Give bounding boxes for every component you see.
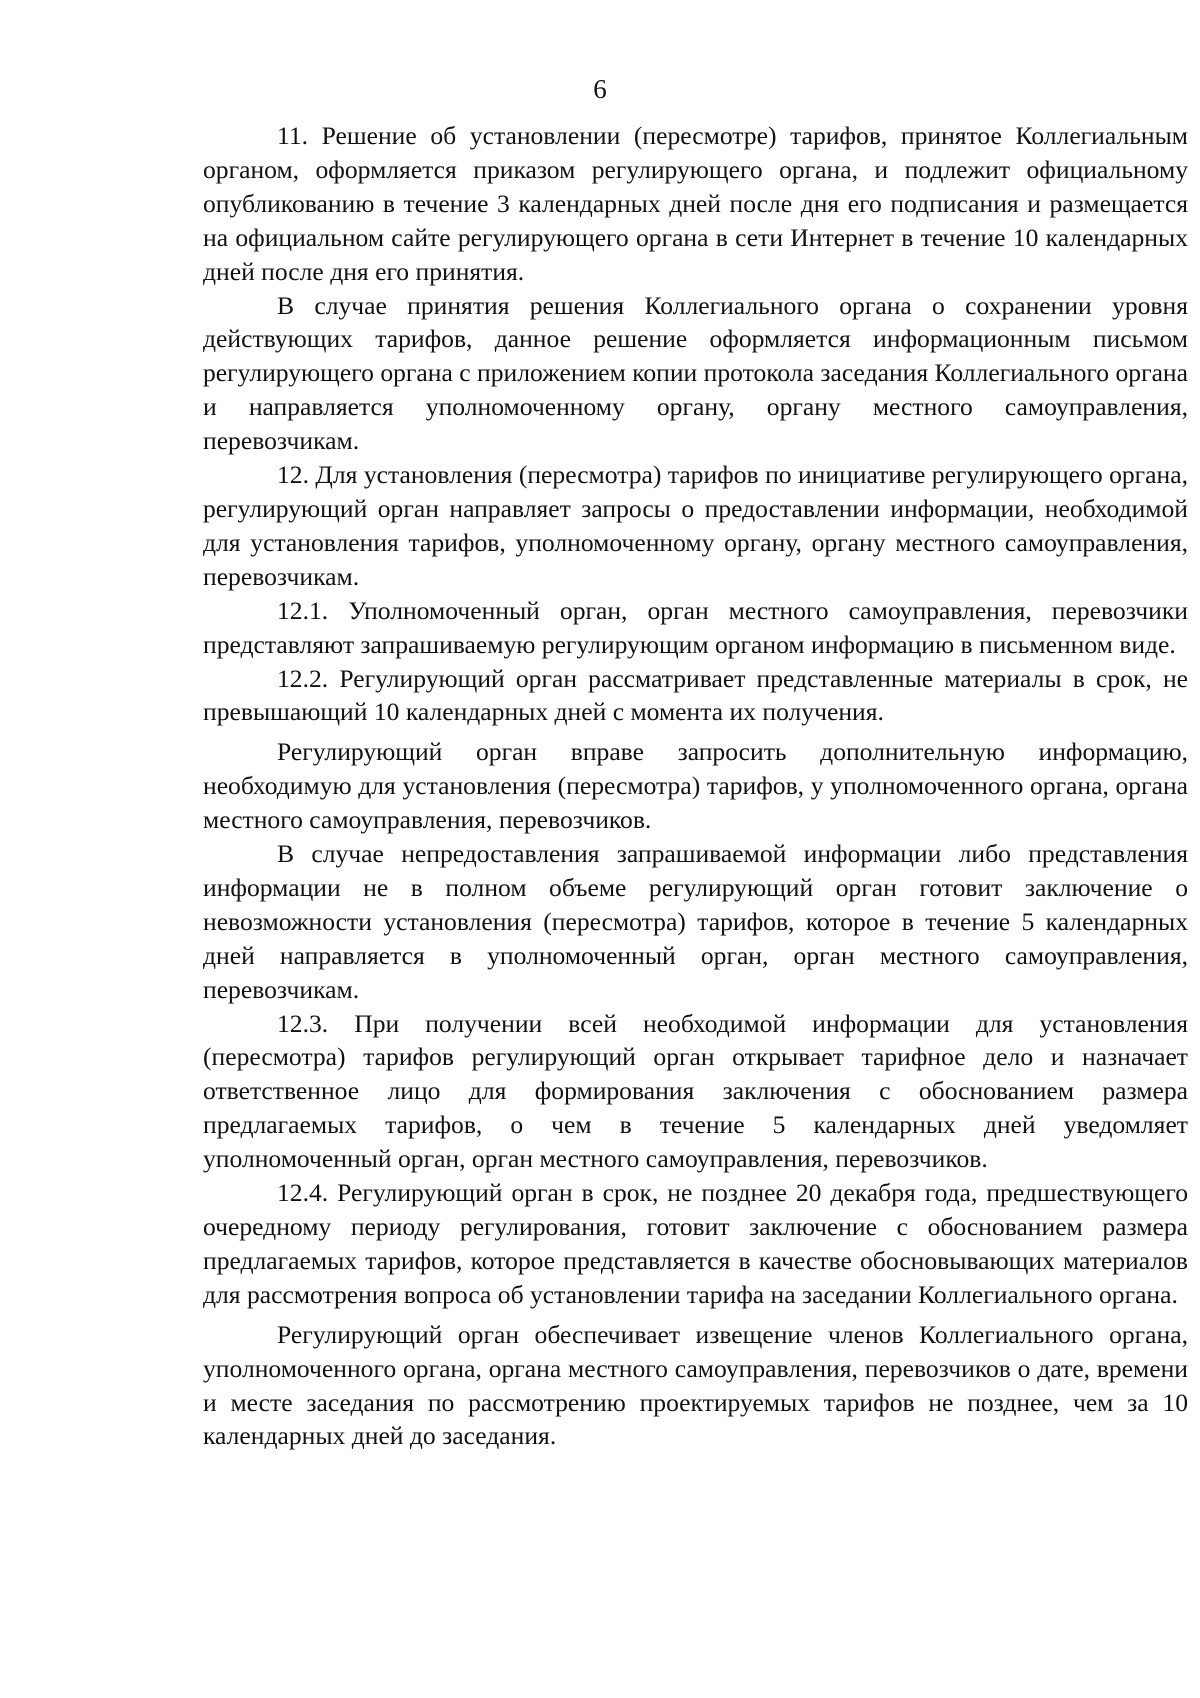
paragraph-12-2-non-provision: В случае непредоставления запрашиваемой информации либо представления информации не в полном объеме регулирующий орган готовит заключение о невозможности установления (пересмотра) тарифов, которое в течение 5 календарных дней направляется в уполномоченный орган, орган местного самоуправления, перевозчикам.	[203, 839, 1188, 1004]
document-body	[203, 119, 1188, 1453]
paragraph-11: 11. Решение об установлении (пересмотре) тарифов, принятое Коллегиальным органом, оформляется приказом регулирующего органа, и подлежит официальному опубликованию в течение 3 календарных дней после дня его подписания и размещается на официальном сайте регулирующего органа в сети Интернет в течение 10 календарных дней после дня его принятия.	[203, 121, 1188, 286]
paragraph-11-continuation: В случае принятия решения Коллегиального органа о сохранении уровня действующих тарифов, данное решение оформляется информационным письмом регулирующего органа с приложением копии протокола заседания Коллегиального органа и направляется уполномоченному органу, органу местного самоуправления, перевозчикам.	[203, 290, 1188, 456]
paragraph-12-3: 12.3. При получении всей необходимой информации для установления (пересмотра) тарифов регулирующий орган открывает тарифное дело и назначает ответственное лицо для формирования заключения с обоснованием размера предлагаемых тарифов, о чем в течение 5 календарных дней уведомляет уполномоченный орган, орган местного самоуправления, перевозчиков.	[203, 1008, 1188, 1174]
paragraph-12-2-additional-info: Регулирующий орган вправе запросить дополнительную информацию, необходимую для установления (пересмотра) тарифов, у уполномоченного органа, органа местного самоуправления, перевозчиков.	[203, 737, 1188, 835]
paragraph-12-4-notification: Регулирующий орган обеспечивает извещение членов Коллегиального органа, уполномоченного органа, органа местного самоуправления, перевозчиков о дате, времени и месте заседания по рассмотрению проектируемых тарифов не позднее, чем за 10 календарных дней до заседания.	[203, 1319, 1188, 1451]
paragraph-12-1: 12.1. Уполномоченный орган, орган местного самоуправления, перевозчики представляют запрашиваемую регулирующим органом информацию в письменном виде.	[203, 595, 1188, 659]
paragraph-12: 12. Для установления (пересмотра) тарифов по инициативе регулирующего органа, регулирующий орган направляет запросы о предоставлении информации, необходимой для установления тарифов, уполномоченному органу, органу местного самоуправления, перевозчикам.	[203, 460, 1188, 591]
page-number: 6	[593, 74, 607, 104]
paragraph-12-2: 12.2. Регулирующий орган рассматривает представленные материалы в срок, не превышающий 10 календарных дней с момента их получения.	[203, 663, 1188, 727]
paragraph-12-4: 12.4. Регулирующий орган в срок, не позднее 20 декабря года, предшествующего очередному периоду регулирования, готовит заключение с обоснованием размера предлагаемых тарифов, которое представляется в качестве обосновывающих материалов для рассмотрения вопроса об установлении тарифа на заседании Коллегиального органа.	[203, 1178, 1188, 1309]
